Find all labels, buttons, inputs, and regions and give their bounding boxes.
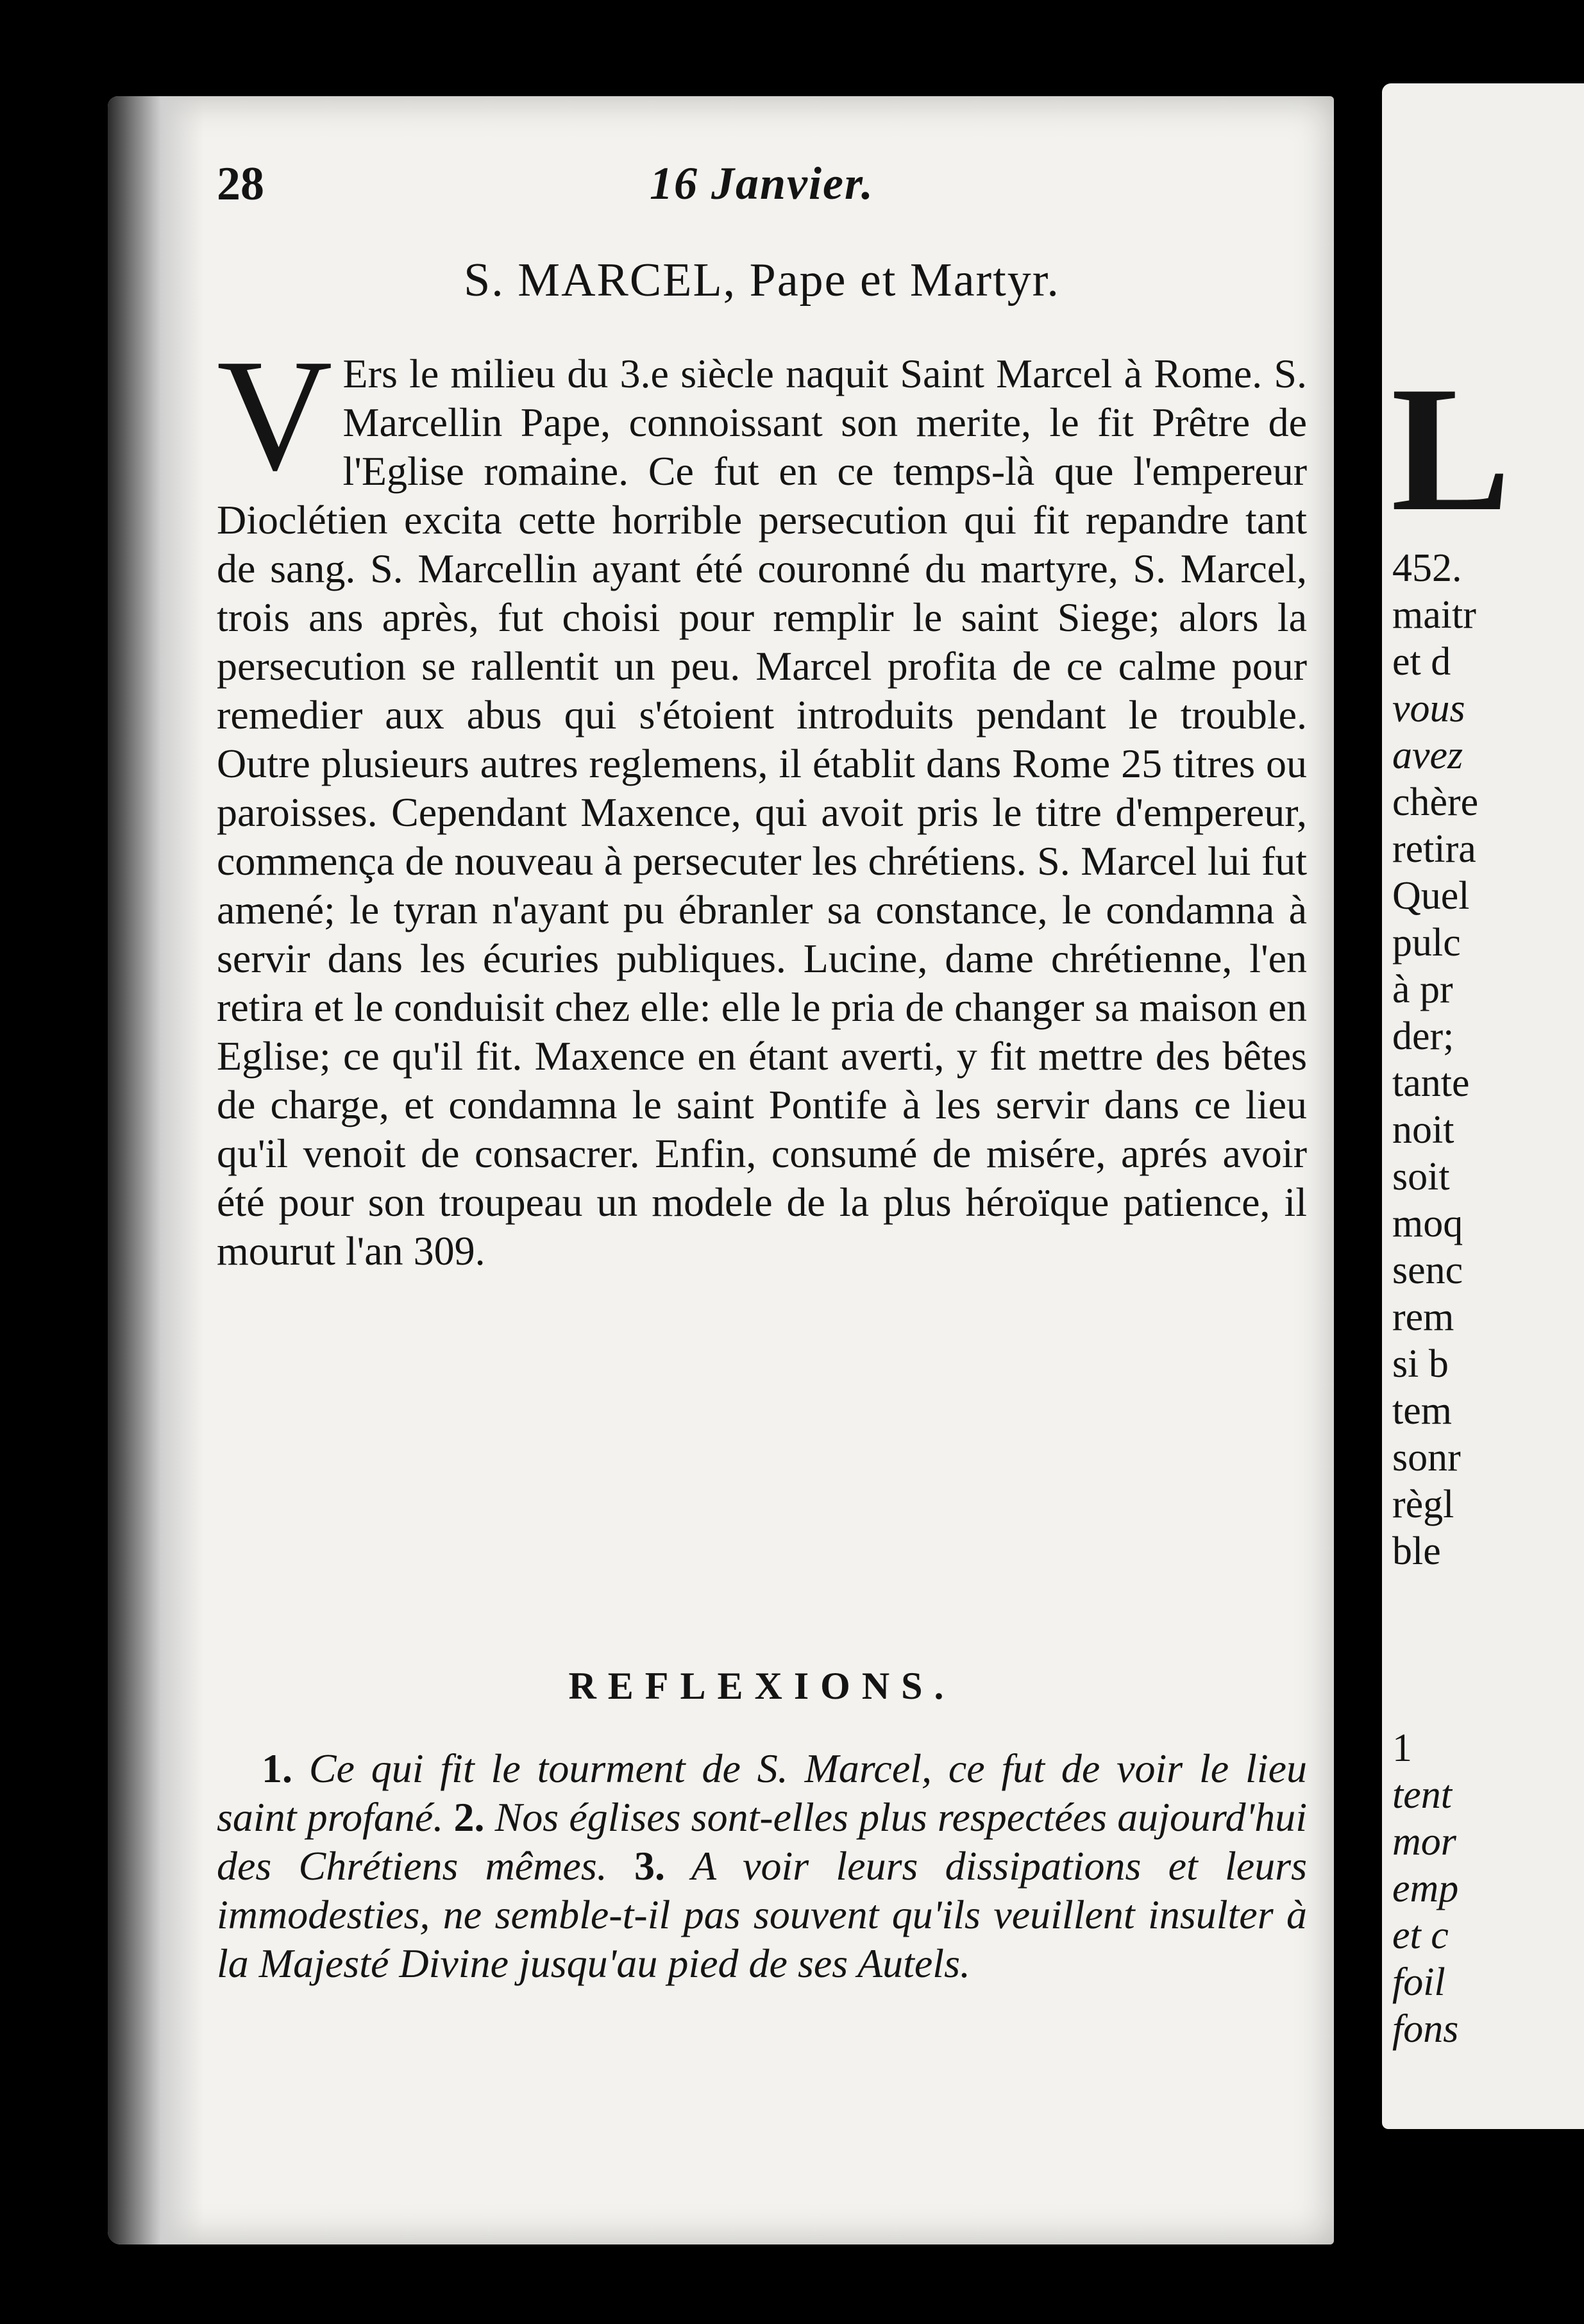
reflexion-text: Ce qui fit le tourment de S. Marcel, ce fut de voir le lieu saint profané. bbox=[217, 1746, 1308, 1840]
page-gutter-shadow bbox=[108, 96, 204, 2244]
line-fragment: pulc bbox=[1392, 921, 1461, 964]
line-fragment: tent bbox=[1392, 1773, 1452, 1817]
chapter-title: S. MARCEL, Pape et Martyr. bbox=[464, 254, 1060, 307]
left-page bbox=[108, 96, 1334, 2244]
reflexions-heading: REFLEXIONS. bbox=[568, 1665, 956, 1707]
reflexion-number: 2. bbox=[453, 1794, 485, 1840]
line-fragment: sonr bbox=[1392, 1436, 1461, 1479]
right-line-fragments-lower bbox=[1392, 1725, 1458, 2053]
narrative-body bbox=[217, 326, 1307, 1276]
line-fragment: mor bbox=[1392, 1820, 1456, 1864]
reflexion-number: 1. bbox=[262, 1746, 292, 1791]
running-title: 16 Janvier. bbox=[649, 158, 874, 209]
line-fragment: ble bbox=[1392, 1529, 1441, 1573]
line-fragment: soit bbox=[1392, 1155, 1450, 1199]
narrative-text: Ers le milieu du 3.e siècle naquit Saint Marcel à Rome. S. Marcellin Pape, connoissant son merite, le fit Prêtre de l'Eglise romaine. Ce fut en ce temps-là que l'empereur Dioclétien excita cette horrible persecution qui fit repandre tant de sang. S. Marcellin ayant été couronné du martyre, S. Marcel, trois ans après, fut choisi pour remplir le saint Siege; alors la persecution se rallentit un peu. Marcel profita de ce calme pour remedier aux abus qui s'étoient introduits pendant le trouble. Outre plusieurs autres reglemens, il établit dans Rome 25 titres ou paroisses. Cependant Maxence, qui avoit pris le titre d'empereur, commença de nouveau à persecuter les chrétiens. S. Marcel lui fut amené; le tyran n'ayant pu ébranler sa constance, le condamna à servir dans les écuries publiques. Lucine, dame chrétienne, l'en retira et le conduisit chez elle: elle le pria de changer sa maison en Eglise; ce qu'il fit. Maxence en étant averti, y fit mettre des bêtes de charge, et condamna le saint Pontife à les servir dans ce lieu qu'il venoit de consacrer. Enfin, consumé de misére, aprés avoir été pour son troupeau un modele de la plus héroïque patience, il mourut l'an 309. bbox=[217, 351, 1307, 1274]
reflexion-number: 3. bbox=[634, 1843, 665, 1889]
line-fragment: tem bbox=[1392, 1389, 1452, 1433]
left-page-content bbox=[217, 96, 1307, 2244]
line-fragment: et c bbox=[1392, 1914, 1449, 1957]
line-fragment: moq bbox=[1392, 1202, 1463, 1245]
line-fragment: avez bbox=[1392, 734, 1463, 777]
line-fragment: chère bbox=[1392, 780, 1479, 824]
line-fragment: fons bbox=[1392, 2007, 1459, 2051]
line-fragment: si b bbox=[1392, 1342, 1449, 1386]
line-fragment: Quel bbox=[1392, 874, 1470, 918]
right-drop-cap: L bbox=[1391, 349, 1511, 548]
line-fragment: et d bbox=[1392, 640, 1451, 684]
line-fragment: maitr bbox=[1392, 593, 1476, 637]
page-number: 28 bbox=[217, 158, 264, 210]
line-fragment: 1 bbox=[1392, 1726, 1412, 1770]
line-fragment: vous bbox=[1392, 687, 1465, 730]
line-fragment: der; bbox=[1392, 1015, 1454, 1058]
line-fragment: emp bbox=[1392, 1867, 1459, 1910]
right-line-fragments bbox=[1392, 545, 1478, 1575]
reflexions-body bbox=[217, 1744, 1307, 1988]
line-fragment: 452. bbox=[1392, 546, 1462, 590]
line-fragment: noit bbox=[1392, 1108, 1454, 1152]
line-fragment: à pr bbox=[1392, 968, 1453, 1011]
running-head bbox=[217, 157, 1307, 215]
line-fragment: foil bbox=[1392, 1960, 1445, 2004]
line-fragment: tante bbox=[1392, 1061, 1470, 1105]
line-fragment: senc bbox=[1392, 1249, 1463, 1292]
reflexion-text: A voir leurs dissipations et leurs immodesties, ne semble-t-il pas souvent qu'ils veuillent insulter à la Majesté Divine jusqu'au pied de ses Autels. bbox=[217, 1843, 1308, 1986]
line-fragment: rem bbox=[1392, 1295, 1454, 1339]
right-page-fragment bbox=[1382, 83, 1584, 2129]
reflexion-text: Nos églises sont-elles plus respectées aujourd'hui des Chrétiens mêmes. bbox=[217, 1794, 1307, 1889]
line-fragment: retira bbox=[1392, 827, 1476, 871]
drop-cap: V bbox=[217, 326, 333, 504]
line-fragment: règl bbox=[1392, 1483, 1454, 1526]
